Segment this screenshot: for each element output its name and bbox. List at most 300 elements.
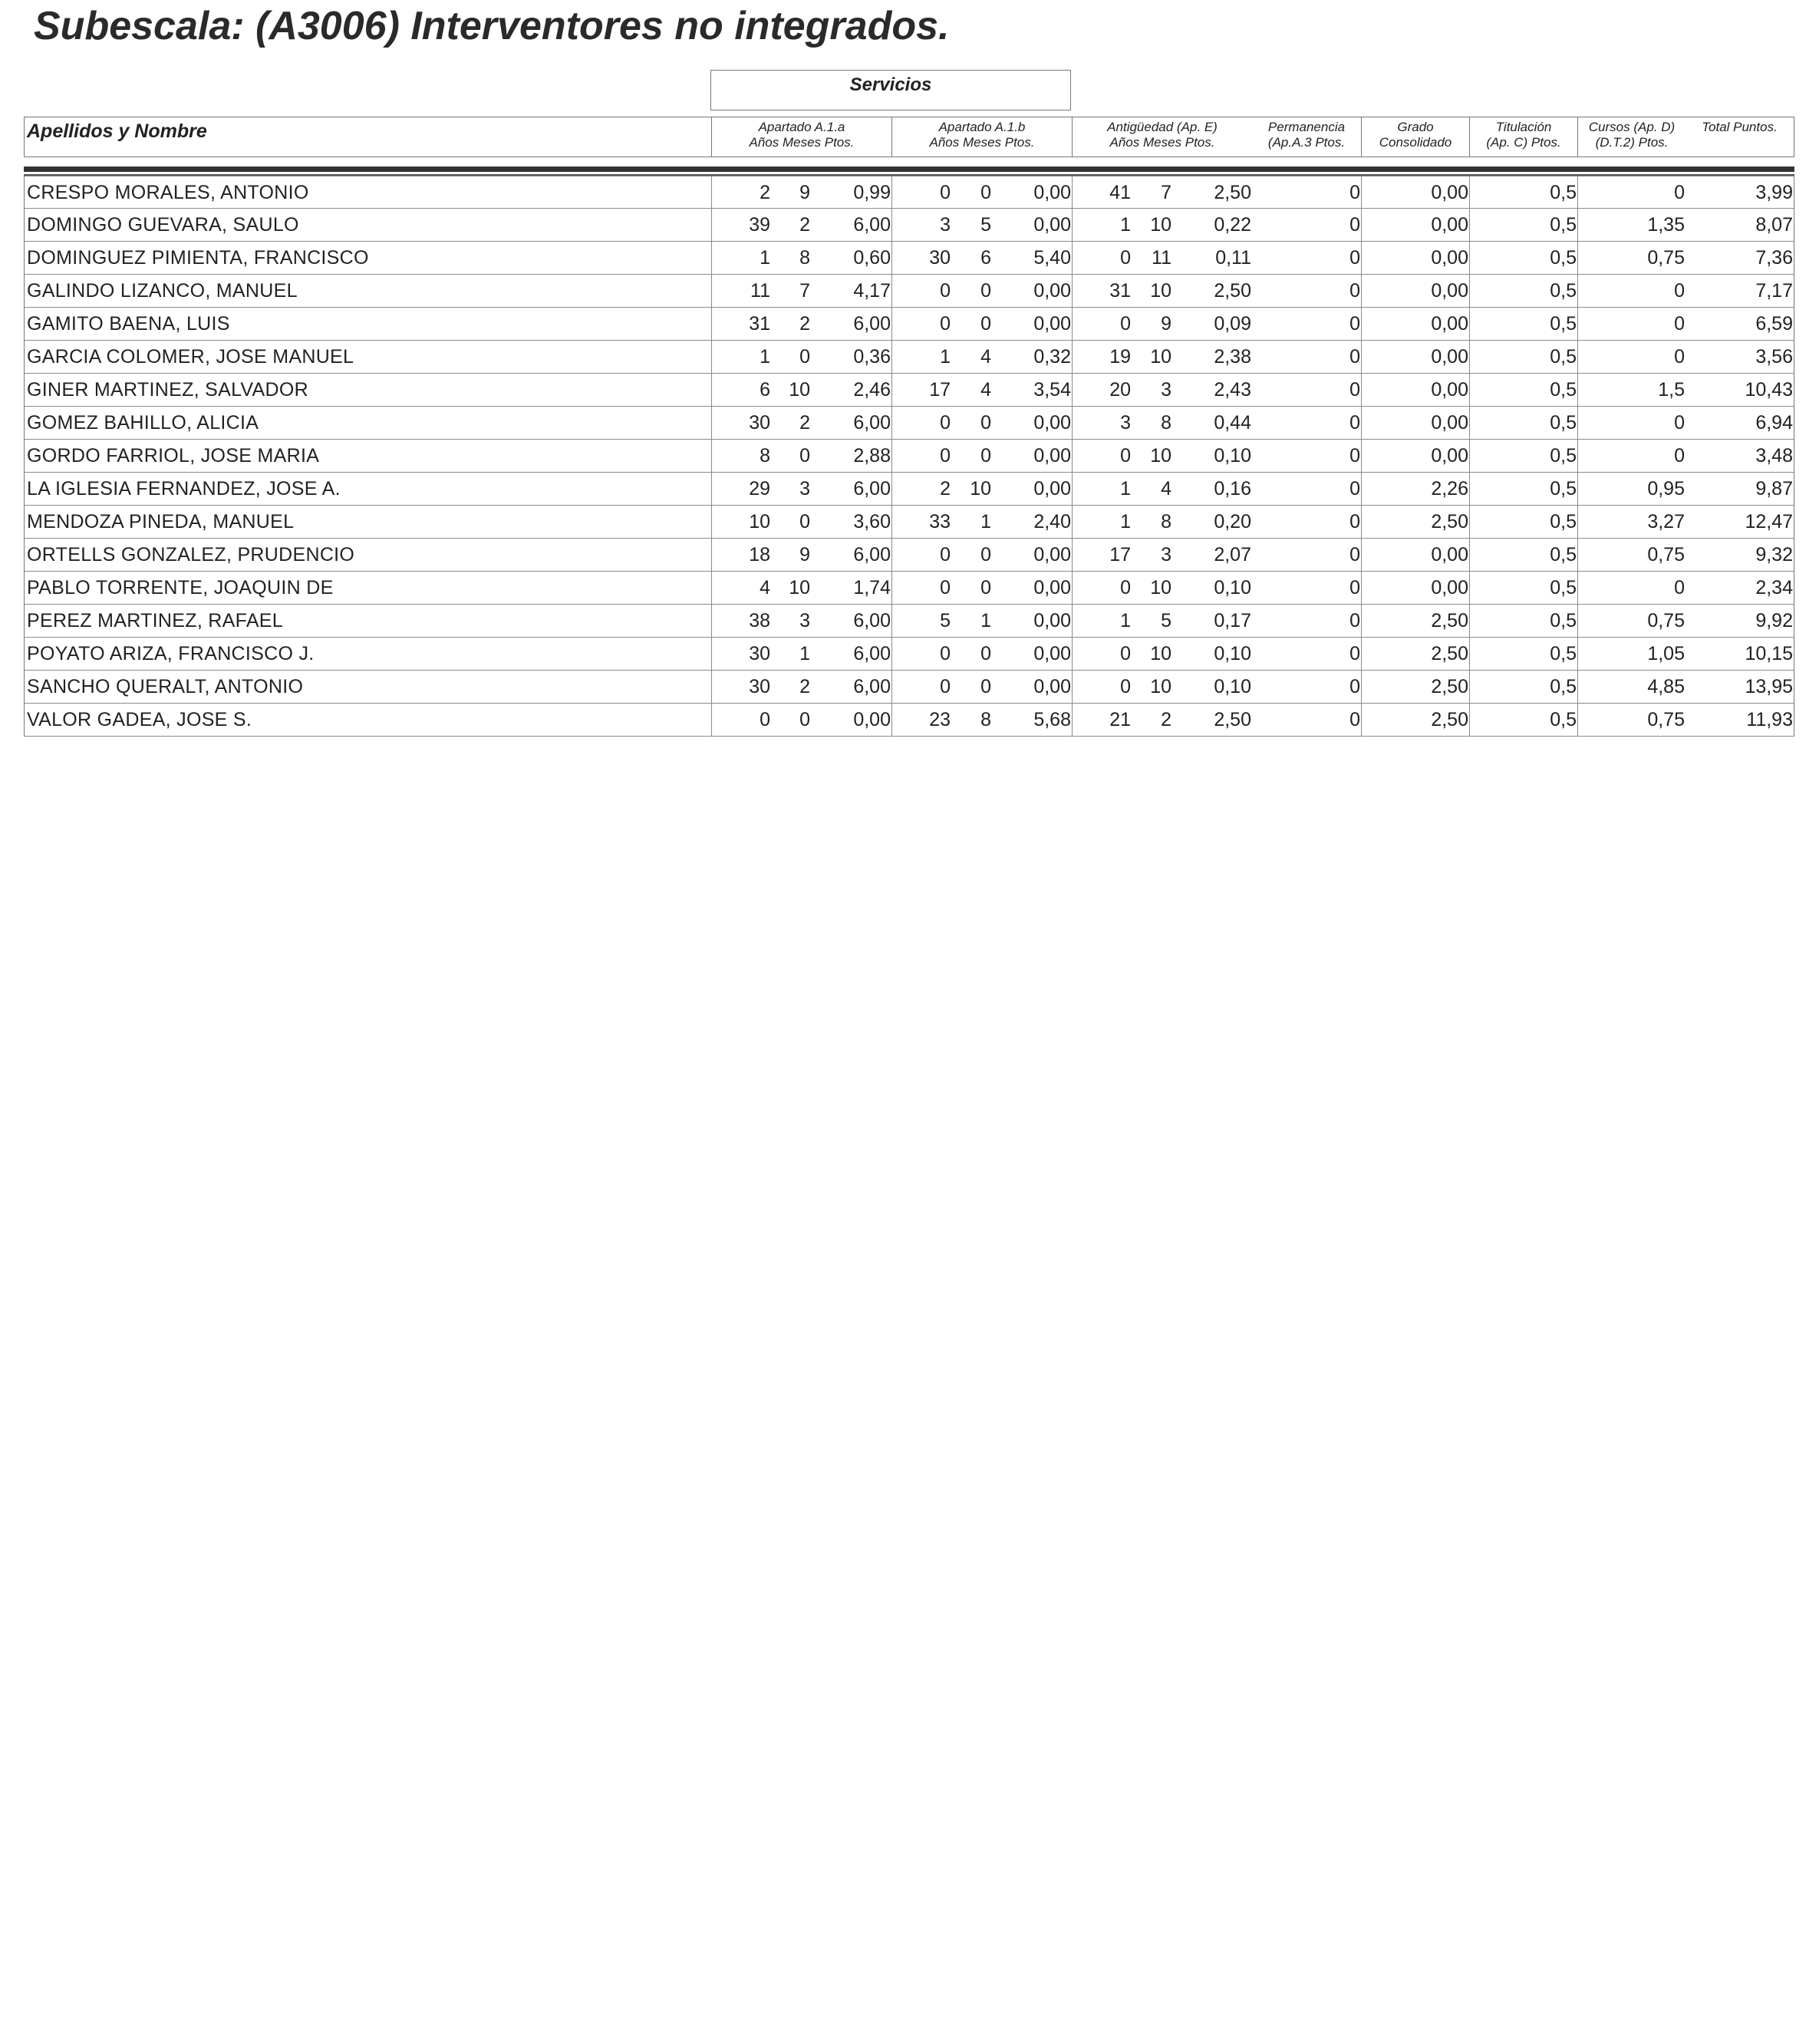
- cell-cursos: 0,75: [1577, 704, 1685, 736]
- cell-antiguedad-anos: 1: [1072, 473, 1131, 505]
- table-row: [25, 671, 1794, 704]
- cell-grado: 2,50: [1361, 671, 1468, 703]
- header-titulacion-line2: (Ap. C) Ptos.: [1486, 135, 1561, 150]
- cell-cursos: 0: [1577, 572, 1685, 604]
- cell-a1a-meses: 1: [799, 643, 810, 664]
- cell-a1b-anos: 0: [891, 440, 951, 472]
- cell-a1a-meses: 2: [799, 313, 810, 335]
- cell-a1b-anos: 0: [891, 539, 951, 571]
- header-titulacion-line1: Titulación: [1495, 120, 1552, 134]
- cell-name: DOMINGO GUEVARA, SAULO: [27, 214, 299, 236]
- cell-a1a-anos: 0: [711, 704, 770, 736]
- cell-a1a-anos: 6: [711, 374, 770, 406]
- cell-titulacion: 0,5: [1469, 176, 1577, 209]
- cell-grado: 0,00: [1361, 440, 1468, 472]
- header-grado: [1361, 117, 1469, 157]
- table-row: [25, 605, 1794, 638]
- header-grado-line2: Consolidado: [1379, 135, 1452, 150]
- cell-a1a-ptos: 0,99: [853, 182, 891, 203]
- header-cursos-line2: (D.T.2) Ptos.: [1595, 135, 1669, 150]
- cell-permanencia: 0: [1349, 379, 1360, 401]
- cell-cursos: 0: [1577, 176, 1685, 209]
- header-a1b-line1: Apartado A.1.b: [938, 120, 1026, 134]
- cell-a1a-meses: 9: [799, 182, 810, 203]
- cell-a1b-meses: 10: [970, 478, 991, 499]
- cell-antiguedad-ptos: 0,22: [1214, 214, 1251, 236]
- header-total: [1686, 117, 1794, 157]
- cell-permanencia: 0: [1349, 478, 1360, 499]
- cell-a1b-anos: 30: [891, 242, 951, 274]
- cell-a1b-anos: 0: [891, 407, 951, 439]
- cell-name: PABLO TORRENTE, JOAQUIN DE: [27, 577, 334, 598]
- cell-antiguedad-ptos: 0,10: [1214, 445, 1251, 466]
- table-row: [25, 242, 1794, 275]
- cell-a1a-ptos: 3,60: [853, 511, 891, 532]
- cell-cursos: 0: [1577, 308, 1685, 340]
- cell-cursos: 3,27: [1577, 506, 1685, 538]
- cell-name: PEREZ MARTINEZ, RAFAEL: [27, 610, 283, 631]
- cell-a1b-ptos: 0,00: [1033, 280, 1071, 302]
- cell-cursos: 1,05: [1577, 638, 1685, 670]
- table-body: [24, 176, 1794, 737]
- cell-a1b-ptos: 0,00: [1033, 313, 1071, 335]
- cell-name: DOMINGUEZ PIMIENTA, FRANCISCO: [27, 247, 369, 269]
- cell-grado: 2,26: [1361, 473, 1468, 505]
- cell-total: 3,56: [1755, 346, 1793, 368]
- cell-a1b-meses: 0: [980, 544, 991, 565]
- cell-total: 12,47: [1745, 511, 1793, 532]
- cell-titulacion: 0,5: [1469, 374, 1577, 406]
- cell-a1b-anos: 0: [891, 638, 951, 670]
- cell-grado: 2,50: [1361, 506, 1468, 538]
- cell-a1a-meses: 3: [799, 478, 810, 499]
- cell-total: 7,36: [1755, 247, 1793, 269]
- cell-name: SANCHO QUERALT, ANTONIO: [27, 676, 304, 697]
- cell-titulacion: 0,5: [1469, 407, 1577, 439]
- cell-total: 2,34: [1755, 577, 1793, 598]
- cell-titulacion: 0,5: [1469, 308, 1577, 340]
- cell-titulacion: 0,5: [1469, 440, 1577, 472]
- cell-grado: 2,50: [1361, 704, 1468, 736]
- cell-antiguedad-meses: 9: [1161, 313, 1171, 335]
- cell-antiguedad-meses: 10: [1150, 214, 1171, 236]
- cell-permanencia: 0: [1349, 412, 1360, 434]
- cell-a1b-meses: 0: [980, 445, 991, 466]
- cell-name: ORTELLS GONZALEZ, PRUDENCIO: [27, 544, 355, 565]
- cell-a1b-meses: 0: [980, 577, 991, 598]
- cell-a1b-anos: 0: [891, 275, 951, 307]
- cell-permanencia: 0: [1349, 445, 1360, 466]
- table-row: [25, 704, 1794, 737]
- cell-antiguedad-meses: 3: [1161, 544, 1171, 565]
- cell-antiguedad-anos: 21: [1072, 704, 1131, 736]
- cell-a1a-ptos: 6,00: [853, 544, 891, 565]
- cell-cursos: 0: [1577, 407, 1685, 439]
- cell-antiguedad-anos: 1: [1072, 506, 1131, 538]
- cell-antiguedad-meses: 10: [1150, 676, 1171, 697]
- cell-cursos: 1,5: [1577, 374, 1685, 406]
- cell-a1b-meses: 0: [980, 313, 991, 335]
- header-cursos-line1: Cursos (Ap. D): [1588, 120, 1676, 134]
- table-row: [25, 572, 1794, 605]
- cell-a1a-anos: 30: [711, 671, 770, 703]
- header-antiguedad: [1072, 117, 1252, 157]
- header-apartado-a1a: [711, 117, 891, 157]
- cell-a1a-anos: 8: [711, 440, 770, 472]
- cell-antiguedad-ptos: 0,44: [1214, 412, 1251, 434]
- cell-titulacion: 0,5: [1469, 506, 1577, 538]
- cell-name: CRESPO MORALES, ANTONIO: [27, 182, 309, 203]
- cell-cursos: 0: [1577, 341, 1685, 373]
- header-a1a-line2: Años Meses Ptos.: [749, 135, 855, 150]
- cell-a1a-anos: 39: [711, 209, 770, 241]
- cell-grado: 0,00: [1361, 374, 1468, 406]
- cell-a1a-ptos: 2,46: [853, 379, 891, 401]
- cell-a1a-ptos: 6,00: [853, 676, 891, 697]
- cell-a1a-anos: 1: [711, 242, 770, 274]
- cell-name: GINER MARTINEZ, SALVADOR: [27, 379, 308, 401]
- cell-antiguedad-anos: 0: [1072, 440, 1131, 472]
- cell-a1b-ptos: 0,00: [1033, 643, 1071, 664]
- page-title: Subescala: (A3006) Interventores no integrados.: [34, 4, 950, 48]
- cell-a1a-anos: 1: [711, 341, 770, 373]
- table-row: [25, 209, 1794, 242]
- cell-a1b-ptos: 0,00: [1033, 544, 1071, 565]
- cell-a1b-anos: 0: [891, 572, 951, 604]
- cell-a1b-meses: 6: [980, 247, 991, 269]
- cell-antiguedad-anos: 0: [1072, 242, 1131, 274]
- cell-antiguedad-ptos: 0,10: [1214, 643, 1251, 664]
- table-header: [24, 117, 1794, 157]
- cell-grado: 0,00: [1361, 176, 1468, 209]
- cell-a1b-ptos: 2,40: [1033, 511, 1071, 532]
- cell-a1b-meses: 0: [980, 182, 991, 203]
- cell-antiguedad-anos: 1: [1072, 209, 1131, 241]
- cell-antiguedad-ptos: 2,07: [1214, 544, 1251, 565]
- cell-a1b-ptos: 0,00: [1033, 478, 1071, 499]
- cell-antiguedad-anos: 0: [1072, 572, 1131, 604]
- cell-grado: 0,00: [1361, 275, 1468, 307]
- table-row: [25, 473, 1794, 506]
- cell-antiguedad-meses: 8: [1161, 412, 1171, 434]
- header-antiguedad-line2: Años Meses Ptos.: [1109, 135, 1215, 150]
- cell-a1b-ptos: 0,00: [1033, 214, 1071, 236]
- cell-a1b-ptos: 5,40: [1033, 247, 1071, 269]
- cell-antiguedad-meses: 10: [1150, 577, 1171, 598]
- cell-name: GARCIA COLOMER, JOSE MANUEL: [27, 346, 354, 368]
- cell-grado: 2,50: [1361, 605, 1468, 637]
- cell-total: 6,59: [1755, 313, 1793, 335]
- header-a1a-line1: Apartado A.1.a: [758, 120, 845, 134]
- header-antiguedad-line1: Antigüedad (Ap. E): [1107, 120, 1218, 134]
- cell-name: POYATO ARIZA, FRANCISCO J.: [27, 643, 315, 664]
- table-row: [25, 275, 1794, 308]
- cell-titulacion: 0,5: [1469, 704, 1577, 736]
- cell-titulacion: 0,5: [1469, 638, 1577, 670]
- cell-a1a-anos: 30: [711, 407, 770, 439]
- cell-antiguedad-meses: 10: [1150, 346, 1171, 368]
- cell-titulacion: 0,5: [1469, 209, 1577, 241]
- cell-name: GOMEZ BAHILLO, ALICIA: [27, 412, 259, 434]
- cell-antiguedad-anos: 17: [1072, 539, 1131, 571]
- cell-a1b-meses: 8: [980, 709, 991, 730]
- cell-total: 3,48: [1755, 445, 1793, 466]
- cell-a1a-meses: 2: [799, 412, 810, 434]
- cell-antiguedad-meses: 4: [1161, 478, 1171, 499]
- cell-antiguedad-meses: 11: [1152, 247, 1171, 269]
- cell-a1a-anos: 31: [711, 308, 770, 340]
- cell-permanencia: 0: [1349, 544, 1360, 565]
- cell-a1b-meses: 1: [980, 511, 991, 532]
- cell-antiguedad-meses: 5: [1161, 610, 1171, 631]
- cell-a1a-anos: 38: [711, 605, 770, 637]
- cell-a1b-meses: 4: [980, 346, 991, 368]
- cell-total: 10,43: [1745, 379, 1793, 401]
- cell-titulacion: 0,5: [1469, 572, 1577, 604]
- cell-antiguedad-ptos: 0,10: [1214, 577, 1251, 598]
- cell-a1b-meses: 5: [980, 214, 991, 236]
- cell-total: 11,93: [1746, 709, 1793, 730]
- cell-antiguedad-ptos: 0,11: [1215, 247, 1251, 269]
- cell-antiguedad-meses: 10: [1150, 280, 1171, 302]
- header-total-line1: Total Puntos.: [1702, 120, 1778, 134]
- cell-permanencia: 0: [1349, 610, 1360, 631]
- cell-name: LA IGLESIA FERNANDEZ, JOSE A.: [27, 478, 341, 499]
- cell-cursos: 0: [1577, 440, 1685, 472]
- cell-antiguedad-anos: 0: [1072, 308, 1131, 340]
- cell-cursos: 1,35: [1577, 209, 1685, 241]
- cell-permanencia: 0: [1349, 577, 1360, 598]
- cell-antiguedad-ptos: 2,43: [1214, 379, 1251, 401]
- cell-a1b-ptos: 0,32: [1033, 346, 1071, 368]
- cell-a1b-anos: 33: [891, 506, 951, 538]
- cell-antiguedad-ptos: 0,09: [1214, 313, 1251, 335]
- cell-a1a-meses: 0: [799, 709, 810, 730]
- cell-permanencia: 0: [1349, 280, 1360, 302]
- cell-antiguedad-ptos: 0,17: [1214, 610, 1251, 631]
- cell-antiguedad-anos: 1: [1072, 605, 1131, 637]
- cell-antiguedad-anos: 41: [1072, 176, 1131, 209]
- cell-a1a-ptos: 2,88: [853, 445, 891, 466]
- cell-a1b-ptos: 0,00: [1033, 676, 1071, 697]
- cell-a1a-ptos: 6,00: [853, 214, 891, 236]
- cell-a1b-anos: 0: [891, 308, 951, 340]
- cell-antiguedad-ptos: 2,38: [1214, 346, 1251, 368]
- cell-a1b-ptos: 0,00: [1033, 577, 1071, 598]
- cell-a1b-anos: 1: [891, 341, 951, 373]
- cell-a1b-meses: 0: [980, 280, 991, 302]
- cell-permanencia: 0: [1349, 643, 1360, 664]
- cell-a1a-ptos: 6,00: [853, 478, 891, 499]
- cell-total: 6,94: [1755, 412, 1793, 434]
- cell-grado: 0,00: [1361, 572, 1468, 604]
- cell-a1a-meses: 2: [799, 214, 810, 236]
- cell-a1b-ptos: 0,00: [1033, 182, 1071, 203]
- cell-a1b-anos: 0: [891, 176, 951, 209]
- cell-antiguedad-meses: 10: [1150, 643, 1171, 664]
- cell-grado: 0,00: [1361, 242, 1468, 274]
- cell-antiguedad-ptos: 0,16: [1214, 478, 1251, 499]
- header-permanencia-line2: (Ap.A.3 Ptos.: [1267, 135, 1346, 150]
- cell-a1a-anos: 10: [711, 506, 770, 538]
- cell-titulacion: 0,5: [1469, 473, 1577, 505]
- cell-antiguedad-ptos: 0,10: [1214, 676, 1251, 697]
- cell-cursos: 0: [1577, 275, 1685, 307]
- header-separator-thick: [24, 166, 1794, 172]
- cell-antiguedad-ptos: 2,50: [1214, 709, 1251, 730]
- cell-total: 3,99: [1755, 182, 1793, 203]
- cell-permanencia: 0: [1349, 511, 1360, 532]
- cell-a1a-meses: 0: [799, 511, 810, 532]
- cell-permanencia: 0: [1349, 247, 1360, 269]
- table-row: [25, 374, 1794, 407]
- cell-name: MENDOZA PINEDA, MANUEL: [27, 511, 295, 532]
- table-row: [25, 539, 1794, 572]
- cell-antiguedad-anos: 20: [1072, 374, 1131, 406]
- cell-antiguedad-meses: 2: [1161, 709, 1171, 730]
- cell-a1a-ptos: 6,00: [853, 643, 891, 664]
- cell-antiguedad-meses: 8: [1161, 511, 1171, 532]
- cell-a1b-anos: 23: [891, 704, 951, 736]
- cell-a1b-meses: 0: [980, 643, 991, 664]
- table-row: [25, 407, 1794, 440]
- cell-permanencia: 0: [1349, 676, 1360, 697]
- cell-antiguedad-anos: 0: [1072, 671, 1131, 703]
- header-cursos: [1577, 117, 1686, 157]
- header-name: Apellidos y Nombre: [27, 120, 207, 142]
- servicios-group-header: Servicios: [710, 70, 1071, 110]
- cell-a1a-ptos: 6,00: [853, 610, 891, 631]
- cell-grado: 2,50: [1361, 638, 1468, 670]
- cell-antiguedad-meses: 10: [1150, 445, 1171, 466]
- cell-antiguedad-ptos: 2,50: [1214, 280, 1251, 302]
- cell-antiguedad-anos: 19: [1072, 341, 1131, 373]
- cell-titulacion: 0,5: [1469, 605, 1577, 637]
- cell-a1a-ptos: 6,00: [853, 412, 891, 434]
- cell-a1a-meses: 9: [799, 544, 810, 565]
- cell-name: GALINDO LIZANCO, MANUEL: [27, 280, 298, 302]
- cell-cursos: 4,85: [1577, 671, 1685, 703]
- table-row: [25, 308, 1794, 341]
- table-row: [25, 341, 1794, 374]
- cell-total: 7,17: [1755, 280, 1793, 302]
- cell-a1a-meses: 10: [789, 379, 810, 401]
- cell-a1a-meses: 8: [799, 247, 810, 269]
- cell-a1a-anos: 4: [711, 572, 770, 604]
- cell-permanencia: 0: [1349, 709, 1360, 730]
- cell-a1a-meses: 3: [799, 610, 810, 631]
- cell-a1a-ptos: 0,00: [853, 709, 891, 730]
- cell-a1b-ptos: 0,00: [1033, 412, 1071, 434]
- cell-permanencia: 0: [1349, 182, 1360, 203]
- cell-a1a-ptos: 1,74: [853, 577, 891, 598]
- table-row: [25, 440, 1794, 473]
- cell-titulacion: 0,5: [1469, 242, 1577, 274]
- cell-grado: 0,00: [1361, 308, 1468, 340]
- cell-antiguedad-anos: 31: [1072, 275, 1131, 307]
- cell-a1b-meses: 0: [980, 676, 991, 697]
- cell-grado: 0,00: [1361, 407, 1468, 439]
- cell-a1b-anos: 3: [891, 209, 951, 241]
- cell-permanencia: 0: [1349, 214, 1360, 236]
- cell-a1a-meses: 7: [799, 280, 810, 302]
- cell-a1b-anos: 17: [891, 374, 951, 406]
- header-permanencia: [1252, 117, 1361, 157]
- cell-a1a-ptos: 4,17: [853, 280, 891, 302]
- cell-name: VALOR GADEA, JOSE S.: [27, 709, 252, 730]
- cell-a1a-anos: 30: [711, 638, 770, 670]
- cell-total: 9,87: [1755, 478, 1793, 499]
- cell-a1b-meses: 0: [980, 412, 991, 434]
- cell-permanencia: 0: [1349, 346, 1360, 368]
- cell-cursos: 0,75: [1577, 242, 1685, 274]
- cell-a1b-ptos: 3,54: [1033, 379, 1071, 401]
- cell-cursos: 0,75: [1577, 539, 1685, 571]
- cell-a1b-meses: 4: [980, 379, 991, 401]
- cell-a1a-ptos: 0,36: [853, 346, 891, 368]
- cell-a1b-anos: 0: [891, 671, 951, 703]
- cell-grado: 0,00: [1361, 209, 1468, 241]
- cell-a1a-anos: 29: [711, 473, 770, 505]
- cell-permanencia: 0: [1349, 313, 1360, 335]
- cell-antiguedad-ptos: 0,20: [1214, 511, 1251, 532]
- cell-a1b-meses: 1: [980, 610, 991, 631]
- cell-a1b-ptos: 0,00: [1033, 445, 1071, 466]
- cell-titulacion: 0,5: [1469, 275, 1577, 307]
- cell-titulacion: 0,5: [1469, 539, 1577, 571]
- cell-total: 9,92: [1755, 610, 1793, 631]
- cell-a1a-meses: 2: [799, 676, 810, 697]
- cell-name: GORDO FARRIOL, JOSE MARIA: [27, 445, 320, 466]
- cell-total: 13,95: [1745, 676, 1793, 697]
- cell-total: 8,07: [1755, 214, 1793, 236]
- cell-a1a-ptos: 6,00: [853, 313, 891, 335]
- cell-a1a-anos: 2: [711, 176, 770, 209]
- header-titulacion: [1469, 117, 1577, 157]
- header-permanencia-line1: Permanencia: [1267, 120, 1346, 134]
- cell-a1b-anos: 2: [891, 473, 951, 505]
- cell-total: 10,15: [1745, 643, 1793, 664]
- cell-a1a-meses: 10: [789, 577, 810, 598]
- cell-antiguedad-anos: 0: [1072, 638, 1131, 670]
- cell-cursos: 0,75: [1577, 605, 1685, 637]
- cell-grado: 0,00: [1361, 539, 1468, 571]
- cell-antiguedad-anos: 3: [1072, 407, 1131, 439]
- table-row: [25, 176, 1794, 209]
- cell-a1b-anos: 5: [891, 605, 951, 637]
- cell-cursos: 0,95: [1577, 473, 1685, 505]
- table-row: [25, 638, 1794, 671]
- cell-a1a-meses: 0: [799, 445, 810, 466]
- table-row: [25, 506, 1794, 539]
- header-a1b-line2: Años Meses Ptos.: [929, 135, 1035, 150]
- cell-titulacion: 0,5: [1469, 341, 1577, 373]
- cell-a1b-ptos: 5,68: [1033, 709, 1071, 730]
- cell-titulacion: 0,5: [1469, 671, 1577, 703]
- cell-a1a-meses: 0: [799, 346, 810, 368]
- cell-a1a-anos: 11: [711, 275, 770, 307]
- cell-antiguedad-ptos: 2,50: [1214, 182, 1251, 203]
- cell-grado: 0,00: [1361, 341, 1468, 373]
- header-apartado-a1b: [891, 117, 1072, 157]
- cell-antiguedad-meses: 7: [1161, 182, 1171, 203]
- cell-total: 9,32: [1755, 544, 1793, 565]
- cell-name: GAMITO BAENA, LUIS: [27, 313, 230, 335]
- cell-a1a-anos: 18: [711, 539, 770, 571]
- cell-antiguedad-meses: 3: [1161, 379, 1171, 401]
- header-grado-line1: Grado: [1397, 120, 1434, 134]
- cell-a1b-ptos: 0,00: [1033, 610, 1071, 631]
